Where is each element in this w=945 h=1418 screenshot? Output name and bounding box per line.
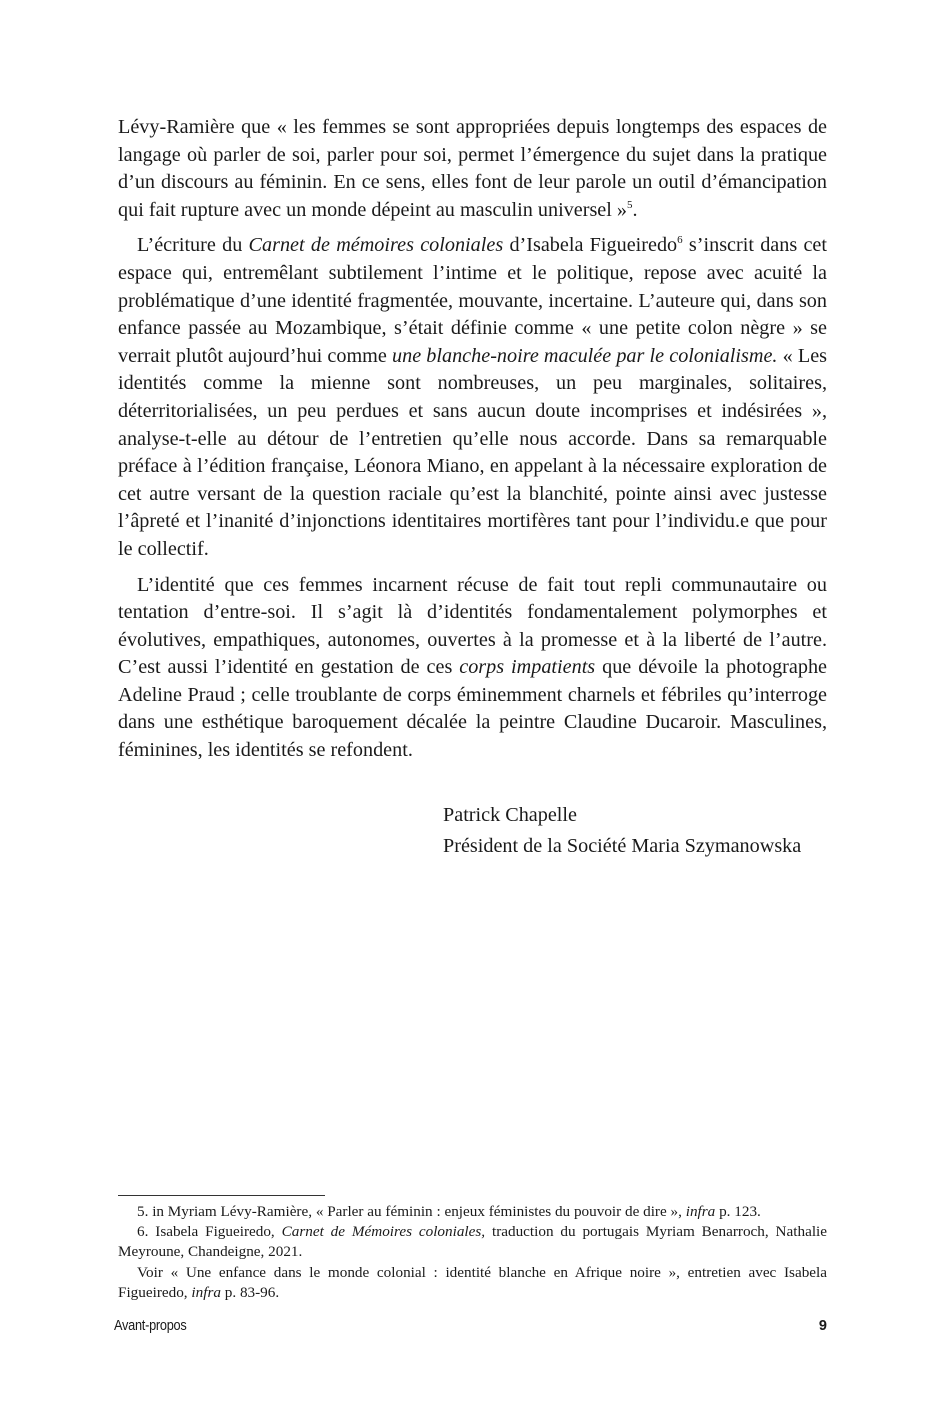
paragraph-1 [118,114,827,224]
signature-role: Président de la Société Maria Szymanowska [443,835,802,857]
footnote-separator [118,1195,325,1196]
footnote-7-text: Voir « Une enfance dans le monde colonial : identité blanche en Afrique noire », entretien avec Isabela Figueiredo, [118,1263,827,1301]
signature-name: Patrick Chapelle [443,804,577,826]
footnote-5-text: 5. in Myriam Lévy-Ramière, « Parler au féminin : enjeux féministes du pouvoir de dire », [137,1203,686,1220]
main-text [118,114,827,765]
footnote-7-tail: p. 83-96. [220,1283,280,1301]
page-number: 9 [818,1318,827,1334]
page-footer [114,1316,827,1336]
paragraph-1-end: . [632,198,638,221]
footnote-7-italic: infra [191,1283,221,1301]
paragraph-2-text-3: s’inscrit dans cet espace qui, entremêlant subtilement l’intime et le politique, repose avec acuité la problématique d’une identité fragmentée, mouvante, incertaine. L’auteure qui, dans son enfance passée au Mozambique, s’était définie comme « une petite colon nègre » se verrait plutôt aujourd’hui comme [118,234,828,367]
footnote-5 [118,1202,827,1222]
footnote-ref-6[interactable]: 6 [677,234,683,247]
footnote-6-italic: Carnet de Mémoires coloniales, [281,1223,486,1241]
footnote-6-tail: traduction du portugais Myriam Benarroch, Nathalie Meyroune, Chandeigne, 2021. [118,1223,827,1261]
paragraph-3 [118,572,827,765]
italic-phrase: corps impatients [459,656,596,679]
footnote-7 [118,1263,827,1303]
footnote-ref-5[interactable]: 5 [627,198,633,211]
footnotes [118,1202,827,1303]
signature [443,800,801,862]
running-head: Avant-propos [114,1318,187,1334]
paragraph-3-text-2: que dévoile la photographe Adeline Praud ; celle troublante de corps éminemment charnels et fébriles qu’interroge dans une esthétique baroquement décalée la peintre Claudine Ducaroir. Masculines, féminines, les identités se refondent. [118,656,827,762]
footnote-6-lead: 6. Isabela Figueiredo, [137,1223,282,1241]
paragraph-2 [118,232,827,563]
paragraph-2-text-1: L’écriture du [137,234,249,257]
footnote-5-italic: infra [685,1203,716,1220]
footnote-5-tail: p. 123. [715,1203,761,1220]
paragraph-1-text: Lévy-Ramière que « les femmes se sont appropriées depuis longtemps des espaces de langage où parler de soi, parler pour soi, permet l’émergence du sujet dans la pratique d’un discours au féminin. En ce sens, elles font de leur parole un outil d’émancipation qui fait rupture avec un monde dépeint au masculin universel » [118,116,827,221]
italic-phrase: une blanche-noire maculée par le colonialisme. [392,344,778,367]
paragraph-2-text-2: d’Isabela Figueiredo [503,234,678,257]
paragraph-3-text-1: L’identité que ces femmes incarnent récuse de fait tout repli communautaire ou tentation d’entre-soi. Il s’agit là d’identités fondamentalement polymorphes et évolutives, empathiques, autonomes, ouvertes à la promesse et à la liberté de l’autre. C’est aussi l’identité en gestation de ces [118,573,827,679]
footnote-6 [118,1222,827,1262]
book-title: Carnet de mémoires coloniales [248,234,504,257]
paragraph-2-text-4: « Les identités comme la mienne sont nombreuses, un peu marginales, solitaires, déterritorialisées, un peu perdues et sans aucun doute incomprises et indésirées », analyse-t-elle au détour de l’entretien qu’elle nous accorde. Dans sa remarquable préface à l’édition française, Léonora Miano, en appelant à la nécessaire exploration de cet autre versant de la question raciale qu’est la blanchité, pointe ainsi avec justesse l’âpreté et l’inanité d’injonctions identitaires mortifères tant pour l’individu.e que pour le collectif. [118,344,828,560]
